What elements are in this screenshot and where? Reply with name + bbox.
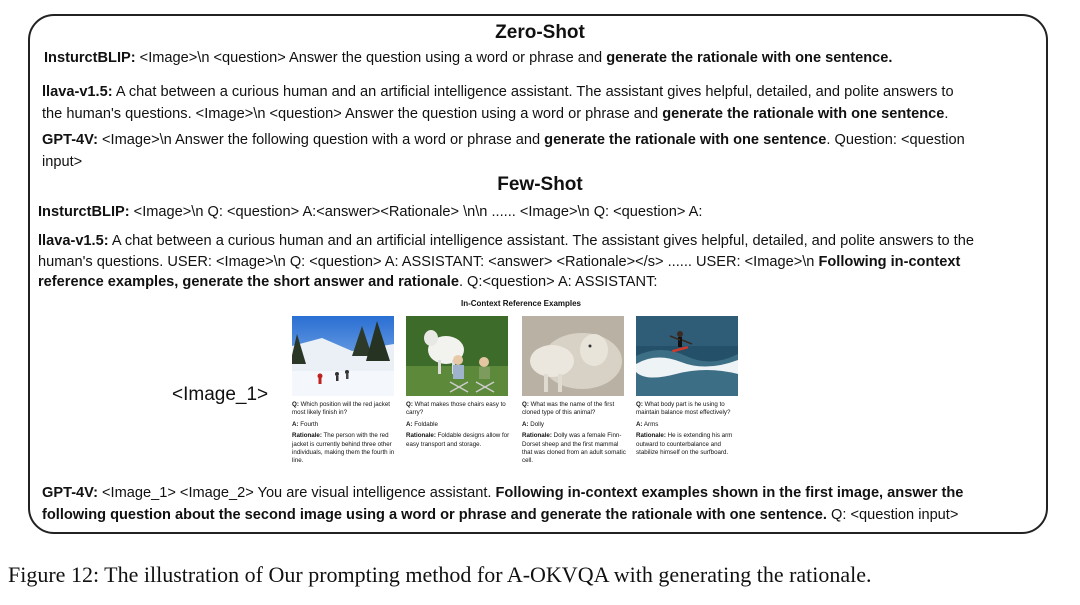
reference-example-2: Q: What makes those chairs easy to carry? A: Foldable Rationale: Foldable designs allow for easy transport and storage. — [406, 316, 514, 452]
reference-example-4: Q: What body part is he using to maintain balance most effectively? A: Arms Rationale: He is extending his arm outward to counterbalance and stabilize himself on the surfboard. — [636, 316, 744, 460]
zero-shot-llava-line-2: the human's questions. <Image>\n <question> Answer the question using a word or phrase and generate the rationale with one sentence. — [42, 106, 949, 122]
reference-example-1: Q: Which position will the red jacket most likely finish in? A: Fourth Rationale: The person with the red jacket is currently behind three other individuals, making them the fourth in line. — [292, 316, 400, 469]
sheep-photo — [522, 316, 624, 396]
few-shot-gpt4v-line-1: GPT-4V: <Image_1> <Image_2> You are visual intelligence assistant. Following in-context examples shown in the first image, answer the — [42, 485, 964, 501]
zero-shot-instructblip-line: InsturctBLIP: <Image>\n <question> Answer the question using a word or phrase and generate the rationale with one sentence. — [44, 50, 893, 66]
surfer-photo — [636, 316, 738, 396]
few-shot-heading: Few-Shot — [497, 174, 583, 195]
in-context-reference-panel — [286, 296, 756, 478]
few-shot-llava-line-3: reference examples, generate the short answer and rationale. Q:<question> A: ASSISTANT: — [38, 274, 658, 290]
reference-example-3: Q: What was the name of the first cloned type of this animal? A: Dolly Rationale: Dolly was a female Finn-Dorset sheep and the first mammal that was cloned from an adult somatic cell. — [522, 316, 630, 469]
reference-panel-title: In-Context Reference Examples — [460, 299, 582, 308]
few-shot-llava-line-2: human's questions. USER: <Image>\n Q: <question> A: ASSISTANT: <answer> <Rationale></s> ...... USER: <Image>\n Following in-context — [38, 254, 961, 270]
figure-caption: Figure 12: The illustration of Our prompting method for A-OKVQA with generating the rationale. — [8, 562, 872, 587]
zero-shot-gpt4v-line-1: GPT-4V: <Image>\n Answer the following question with a word or phrase and generate the rationale with one sentence. Question: <question — [42, 132, 965, 148]
image-1-label: <Image_1> — [172, 384, 269, 405]
zero-shot-heading: Zero-Shot — [495, 22, 585, 43]
ski-slope-photo — [292, 316, 394, 396]
folding-chairs-photo — [406, 316, 508, 396]
zero-shot-gpt4v-line-2: input> — [42, 154, 83, 170]
few-shot-gpt4v-line-2: following question about the second image using a word or phrase and generate the rationale with one sentence. Q: <question input> — [42, 507, 959, 523]
zero-shot-llava-line-1: llava-v1.5: A chat between a curious human and an artificial intelligence assistant. The assistant gives helpful, detailed, and polite answers to — [42, 84, 954, 100]
few-shot-instructblip-line: InsturctBLIP: <Image>\n Q: <question> A:<answer><Rationale> \n\n ...... <Image>\n Q: <question> A: — [38, 204, 703, 220]
few-shot-llava-line-1: llava-v1.5: A chat between a curious human and an artificial intelligence assistant. The assistant gives helpful, detailed, and polite answers to the — [38, 233, 974, 249]
